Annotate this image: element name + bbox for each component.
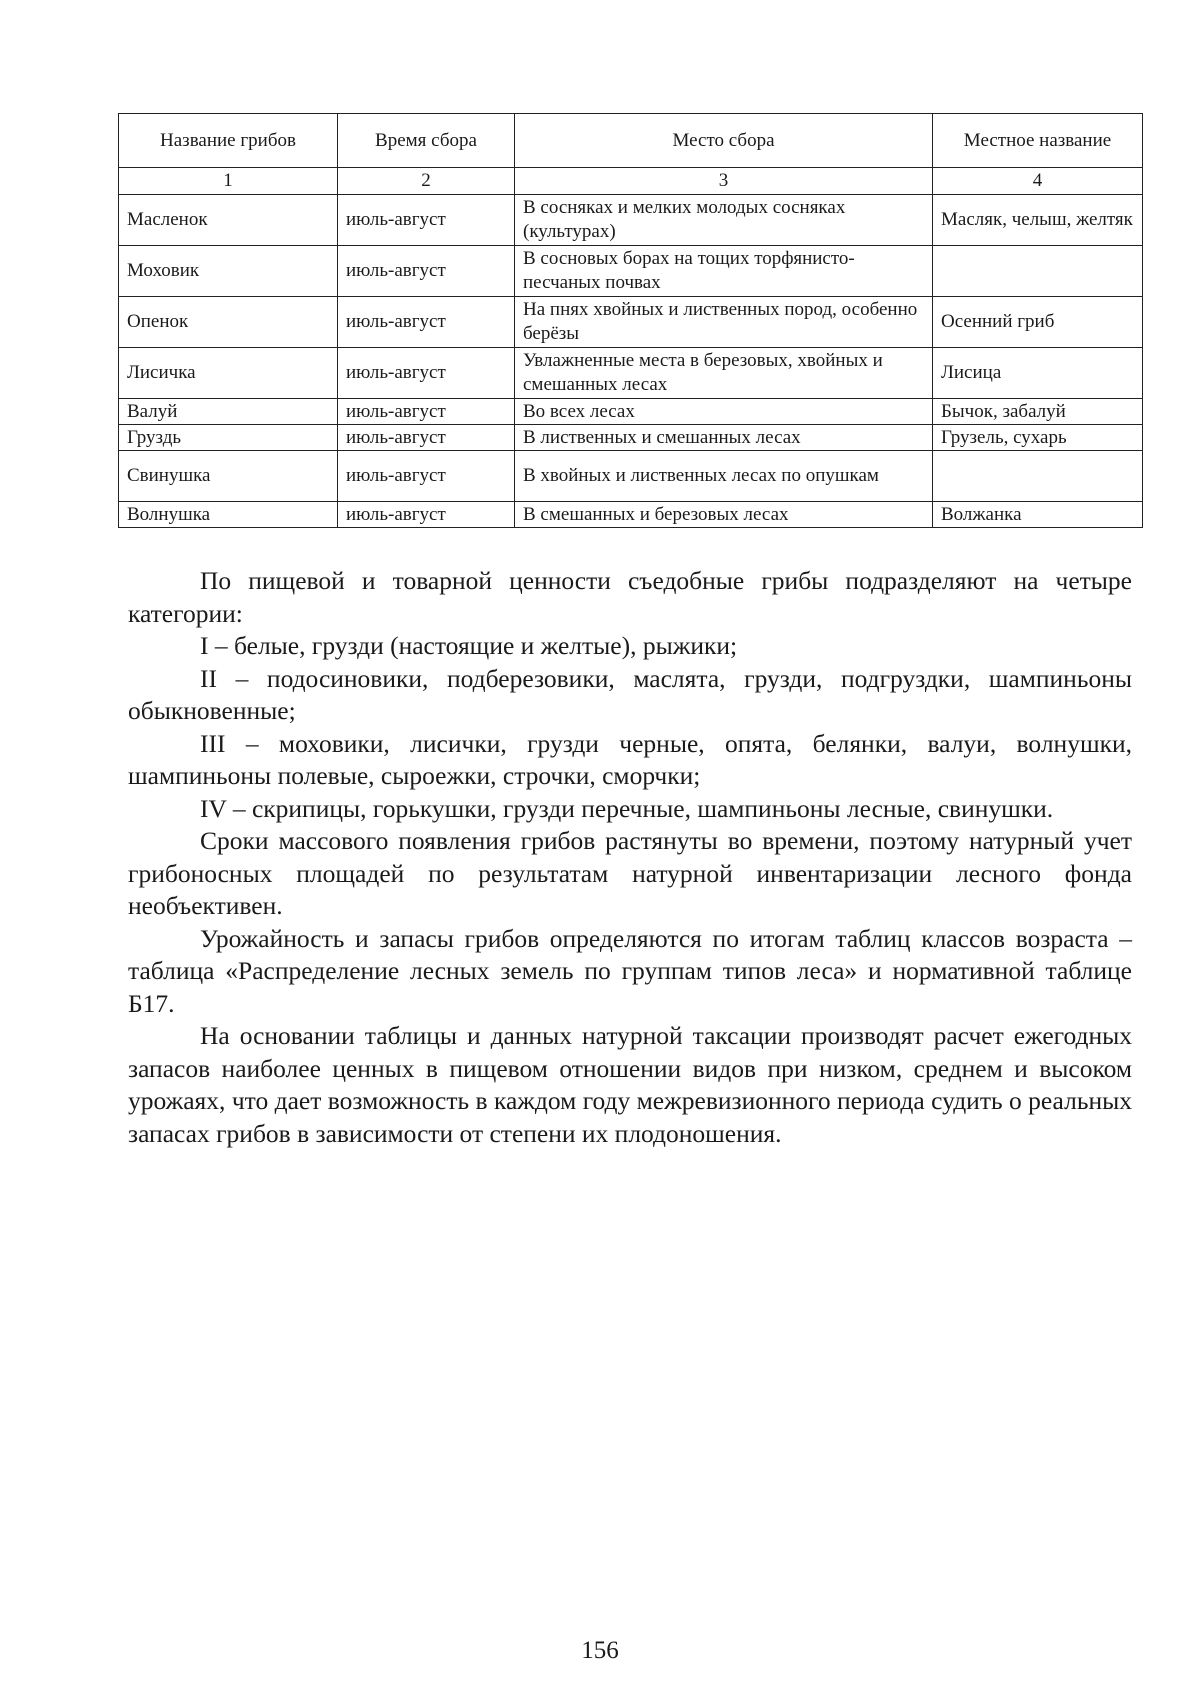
- paragraph: Урожайность и запасы грибов определяются по итогам таблиц классов возраста – таблица «Распределение лесных земель по группам типов леса» и нормативной таблице Б17.: [128, 923, 1132, 1018]
- cell-name: Груздь: [119, 425, 338, 451]
- cell-name: Валуй: [119, 399, 338, 425]
- cell-time: июль-август: [338, 348, 515, 399]
- column-number: 2: [338, 168, 515, 195]
- table-row: [119, 425, 1143, 451]
- table-row: [119, 348, 1143, 399]
- header-collection-time: Время сбора: [338, 114, 515, 168]
- table-header-row: [119, 114, 1143, 168]
- cell-name: Опенок: [119, 297, 338, 348]
- cell-place: В хвойных и лиственных лесах по опушкам: [515, 451, 933, 502]
- cell-name: Моховик: [119, 246, 338, 297]
- cell-name: Свинушка: [119, 451, 338, 502]
- cell-place: В смешанных и березовых лесах: [515, 502, 933, 528]
- cell-local-name: [933, 246, 1143, 297]
- cell-local-name: Осенний гриб: [933, 297, 1143, 348]
- table-row: [119, 195, 1143, 246]
- paragraph: По пищевой и товарной ценности съедобные грибы подразделяют на четыре категории:: [128, 566, 1132, 628]
- table-row: [119, 246, 1143, 297]
- header-collection-place: Место сбора: [515, 114, 933, 168]
- paragraph: На основании таблицы и данных натурной таксации производят расчет ежегодных запасов наиболее ценных в пищевом отношении видов при низком, среднем и высоком урожаях, что дает возможность в каждом году межревизионного периода судить о реальных запасах грибов в зависимости от степени их плодоношения.: [128, 1021, 1132, 1148]
- header-local-name: Местное название: [933, 114, 1143, 168]
- cell-local-name: Бычок, забалуй: [933, 399, 1143, 425]
- cell-name: Волнушка: [119, 502, 338, 528]
- cell-local-name: Лисица: [933, 348, 1143, 399]
- cell-place: В сосняках и мелких молодых сосняках (культурах): [515, 195, 933, 246]
- header-mushroom-name: Название грибов: [119, 114, 338, 168]
- cell-time: июль-август: [338, 297, 515, 348]
- table-row: [119, 502, 1143, 528]
- body-text: [128, 565, 1132, 1150]
- cell-local-name: Волжанка: [933, 502, 1143, 528]
- page-number: 156: [581, 1637, 619, 1664]
- table-row: [119, 297, 1143, 348]
- cell-time: июль-август: [338, 451, 515, 502]
- cell-place: Увлажненные места в березовых, хвойных и смешанных лесах: [515, 348, 933, 399]
- paragraph: IV – скрипицы, горькушки, грузди перечные, шампиньоны лесные, свинушки.: [200, 793, 1054, 823]
- cell-local-name: Масляк, челыш, желтяк: [933, 195, 1143, 246]
- cell-place: Во всех лесах: [515, 399, 933, 425]
- cell-local-name: [933, 451, 1143, 502]
- table-row: [119, 399, 1143, 425]
- cell-time: июль-август: [338, 195, 515, 246]
- paragraph: II – подосиновики, подберезовики, маслята, грузди, подгруздки, шампиньоны обыкновенные;: [128, 663, 1132, 725]
- cell-time: июль-август: [338, 502, 515, 528]
- paragraph: Сроки массового появления грибов растянуты во времени, поэтому натурный учет грибоносных площадей по результатам натурной инвентаризации лесного фонда необъективен.: [128, 826, 1132, 920]
- cell-local-name: Грузель, сухарь: [933, 425, 1143, 451]
- table-column-numbers: [119, 168, 1143, 195]
- cell-place: В лиственных и смешанных лесах: [515, 425, 933, 451]
- paragraph: III – моховики, лисички, грузди черные, опята, белянки, валуи, волнушки, шампиньоны полевые, сыроежки, строчки, сморчки;: [128, 728, 1132, 790]
- column-number: 1: [119, 168, 338, 195]
- cell-place: На пнях хвойных и лиственных пород, особенно берёзы: [515, 297, 933, 348]
- paragraph: I – белые, грузди (настоящие и желтые), рыжики;: [200, 631, 738, 660]
- column-number: 4: [933, 168, 1143, 195]
- table-row: [119, 451, 1143, 502]
- cell-name: Масленок: [119, 195, 338, 246]
- cell-time: июль-август: [338, 399, 515, 425]
- cell-time: июль-август: [338, 425, 515, 451]
- cell-place: В сосновых борах на тощих торфянисто-песчаных почвах: [515, 246, 933, 297]
- cell-time: июль-август: [338, 246, 515, 297]
- mushroom-table: [118, 113, 1143, 528]
- cell-name: Лисичка: [119, 348, 338, 399]
- column-number: 3: [515, 168, 933, 195]
